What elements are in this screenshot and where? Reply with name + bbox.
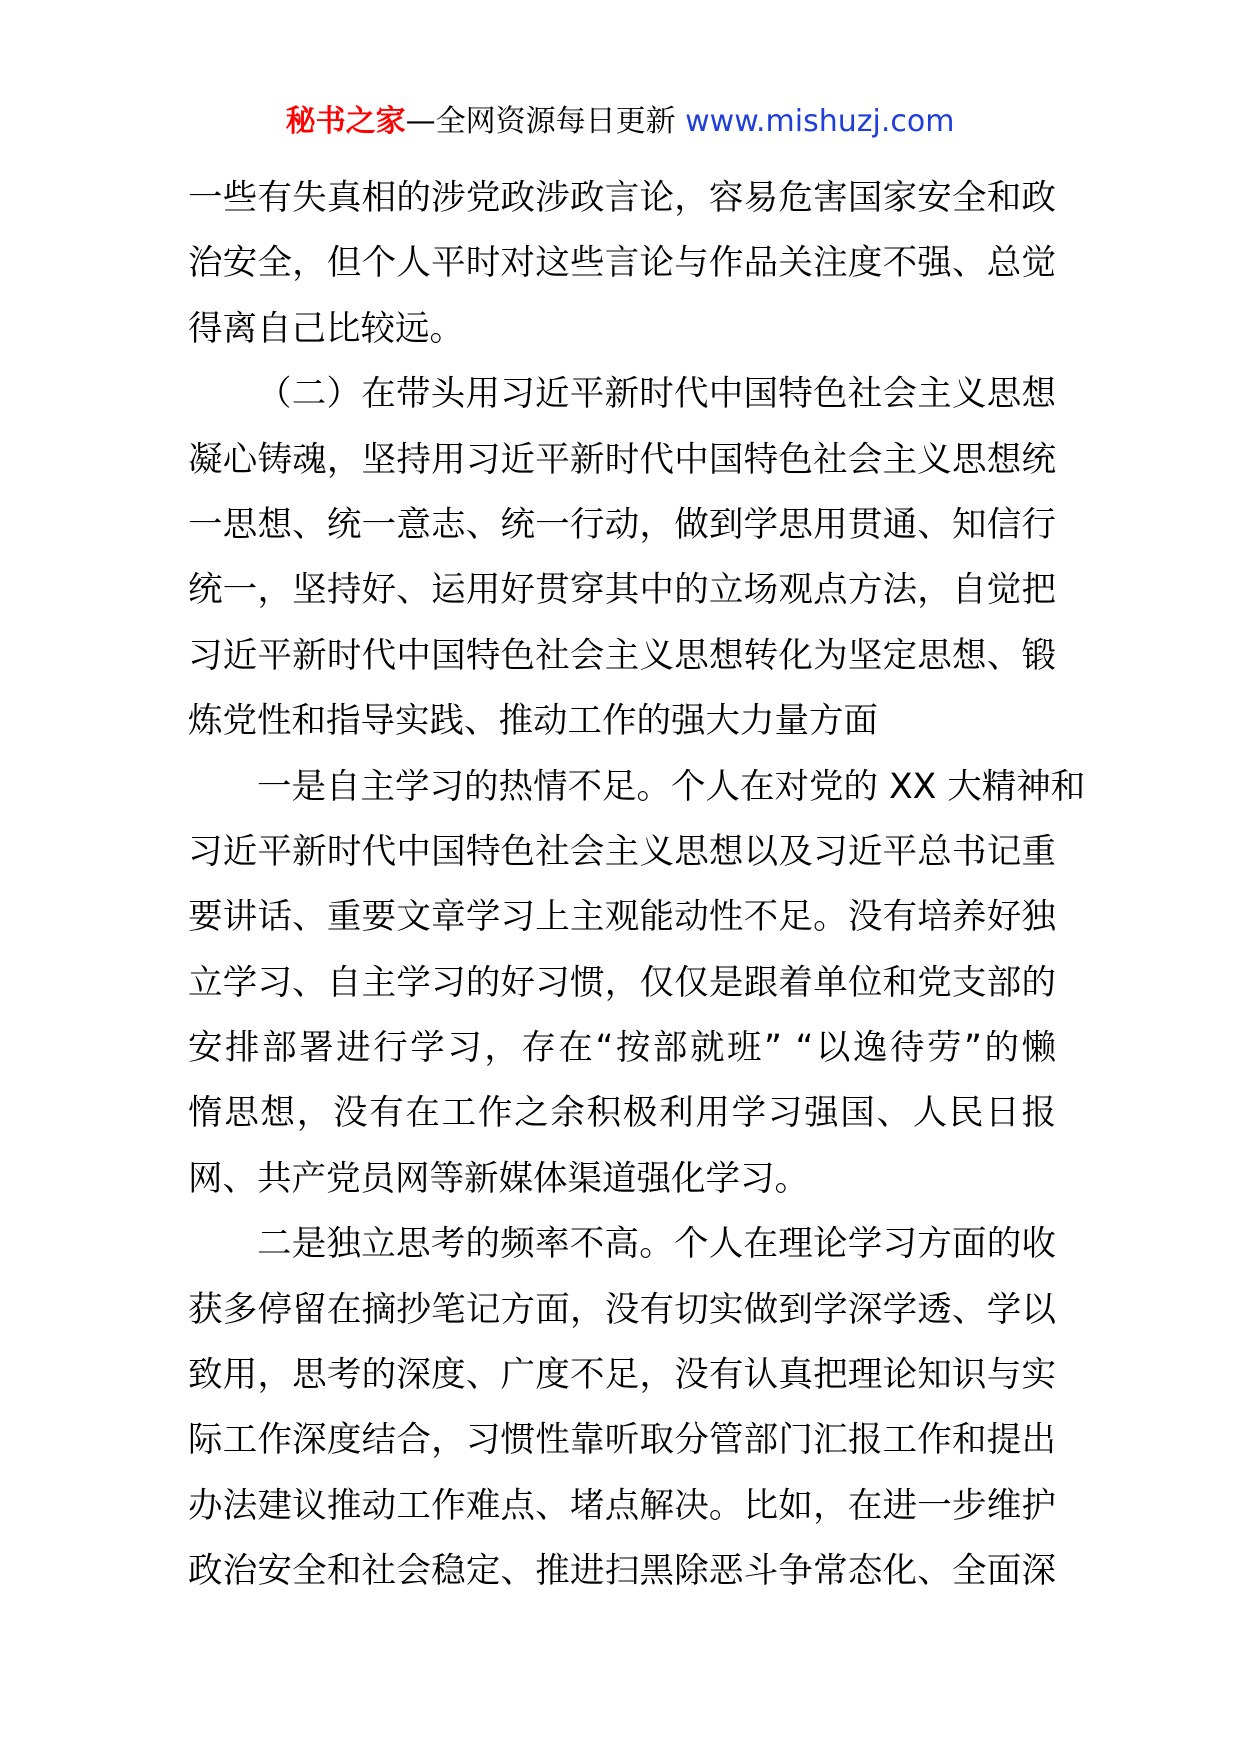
text-line: 政治安全和社会稳定、推进扫黑除恶斗争常态化、全面深 bbox=[188, 1551, 1056, 1592]
website-link[interactable]: www.mishuzj.com bbox=[685, 104, 955, 139]
brand-name: 秘书之家 bbox=[285, 104, 406, 139]
text-line: 际工作深度结合，习惯性靠听取分管部门汇报工作和提出 bbox=[188, 1420, 1056, 1461]
text-line: 治安全，但个人平时对这些言论与作品关注度不强、总觉 bbox=[188, 243, 1056, 284]
text-line: 一是自主学习的热情不足。个人在对党的 XX 大精神和 bbox=[257, 766, 1086, 807]
text-line: 立学习、自主学习的好习惯，仅仅是跟着单位和党支部的 bbox=[188, 962, 1056, 1003]
text-line: 二是独立思考的频率不高。个人在理论学习方面的收 bbox=[257, 1224, 1056, 1265]
body-text bbox=[188, 166, 1086, 1605]
header-slogan: —全网资源每日更新 bbox=[405, 104, 686, 139]
text-line: 办法建议推动工作难点、堵点解决。比如，在进一步维护 bbox=[188, 1485, 1056, 1526]
text-line: 惰思想，没有在工作之余积极利用学习强国、人民日报 bbox=[188, 1093, 1056, 1134]
section-heading-line: 习近平新时代中国特色社会主义思想转化为坚定思想、锻 bbox=[188, 635, 1056, 676]
text-line: 习近平新时代中国特色社会主义思想以及习近平总书记重 bbox=[188, 831, 1056, 872]
section-heading-line: （二）在带头用习近平新时代中国特色社会主义思想 bbox=[257, 374, 1056, 415]
text-line: 网、共产党员网等新媒体渠道强化学习。 bbox=[188, 1158, 809, 1199]
text-line: 得离自己比较远。 bbox=[188, 308, 464, 349]
text-line: 致用，思考的深度、广度不足，没有认真把理论知识与实 bbox=[188, 1355, 1056, 1396]
text-line: 一些有失真相的涉党政涉政言论，容易危害国家安全和政 bbox=[188, 178, 1056, 218]
text-line: 获多停留在摘抄笔记方面，没有切实做到学深学透、学以 bbox=[188, 1289, 1056, 1330]
section-heading-line: 统一，坚持好、运用好贯穿其中的立场观点方法，自觉把 bbox=[188, 570, 1056, 611]
section-heading-line: 炼党性和指导实践、推动工作的强大力量方面 bbox=[188, 701, 878, 742]
section-heading-line: 一思想、统一意志、统一行动，做到学思用贯通、知信行 bbox=[188, 504, 1056, 545]
text-line: 安排部署进行学习，存在“按部就班” “以逸待劳”的懒 bbox=[188, 1028, 1056, 1069]
text-line: 要讲话、重要文章学习上主观能动性不足。没有培养好独 bbox=[188, 897, 1056, 938]
page-header bbox=[0, 102, 1240, 142]
section-heading-line: 凝心铸魂，坚持用习近平新时代中国特色社会主义思想统 bbox=[188, 439, 1056, 480]
